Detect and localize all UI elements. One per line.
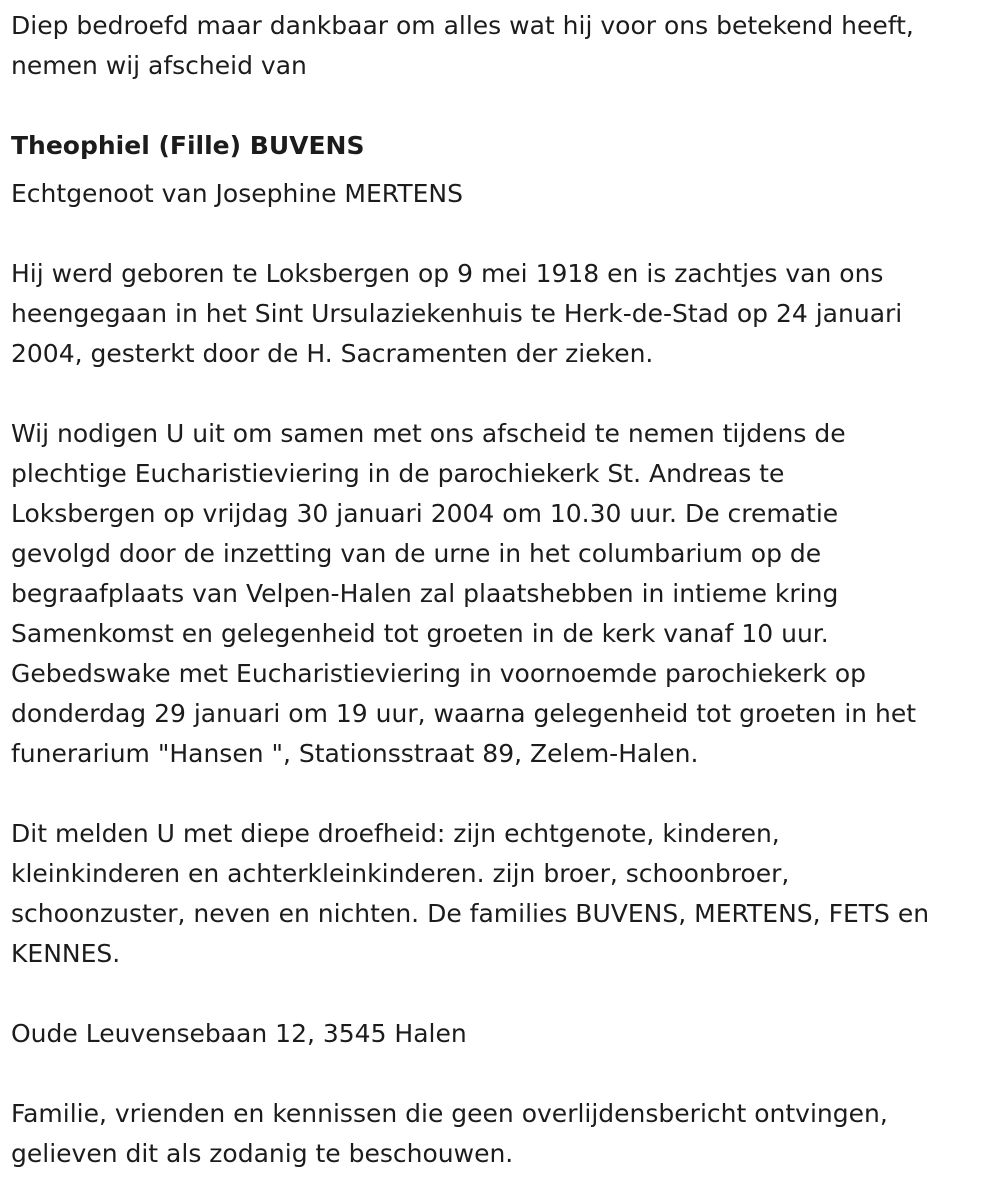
closing-line: Familie, vrienden en kennissen die geen overlijdensbericht ontvingen, [11,1099,888,1128]
birth-death-line: Hij werd geboren te Loksbergen op 9 mei 1918 en is zachtjes van ons [11,259,884,288]
mourners-line: kleinkinderen en achterkleinkinderen. zijn broer, schoonbroer, [11,859,790,888]
spacer [11,1054,991,1094]
ceremony-line: begraafplaats van Velpen-Halen zal plaatshebben in intieme kring [11,579,839,608]
address-paragraph [11,1014,991,1054]
intro-line: Diep bedroefd maar dankbaar om alles wat hij voor ons betekend heeft, [11,11,914,40]
mourners-line: Dit melden U met diepe droefheid: zijn echtgenote, kinderen, [11,819,780,848]
birth-death-paragraph [11,254,991,374]
ceremony-line: Wij nodigen U uit om samen met ons afscheid te nemen tijdens de [11,419,846,448]
address-line: Oude Leuvensebaan 12, 3545 Halen [11,1019,467,1048]
ceremony-paragraph [11,414,991,774]
ceremony-line: funerarium "Hansen ", Stationsstraat 89, Zelem-Halen. [11,739,699,768]
spacer [11,214,991,254]
intro-line: nemen wij afscheid van [11,51,307,80]
spacer [11,374,991,414]
spouse-line: Echtgenoot van Josephine MERTENS [11,179,463,208]
birth-death-line: 2004, gesterkt door de H. Sacramenten der zieken. [11,339,654,368]
mourners-line: schoonzuster, neven en nichten. De families BUVENS, MERTENS, FETS en [11,899,930,928]
ceremony-line: plechtige Eucharistieviering in de parochiekerk St. Andreas te [11,459,785,488]
mourners-paragraph [11,814,991,974]
spacer [11,86,991,126]
ceremony-line: Loksbergen op vrijdag 30 januari 2004 om 10.30 uur. De crematie [11,499,839,528]
ceremony-line: gevolgd door de inzetting van de urne in het columbarium op de [11,539,822,568]
birth-death-line: heengegaan in het Sint Ursulaziekenhuis te Herk-de-Stad op 24 januari [11,299,903,328]
closing-line: gelieven dit als zodanig te beschouwen. [11,1139,514,1168]
ceremony-line: Gebedswake met Eucharistieviering in voornoemde parochiekerk op [11,659,866,688]
mourners-line: KENNES. [11,939,121,968]
deceased-name: Theophiel (Fille) BUVENS [11,131,365,160]
obituary-document [11,6,991,1174]
spacer [11,774,991,814]
ceremony-line: Samenkomst en gelegenheid tot groeten in de kerk vanaf 10 uur. [11,619,829,648]
ceremony-line: donderdag 29 januari om 19 uur, waarna gelegenheid tot groeten in het [11,699,917,728]
intro-paragraph [11,6,991,86]
closing-paragraph [11,1094,991,1174]
spacer [11,974,991,1014]
